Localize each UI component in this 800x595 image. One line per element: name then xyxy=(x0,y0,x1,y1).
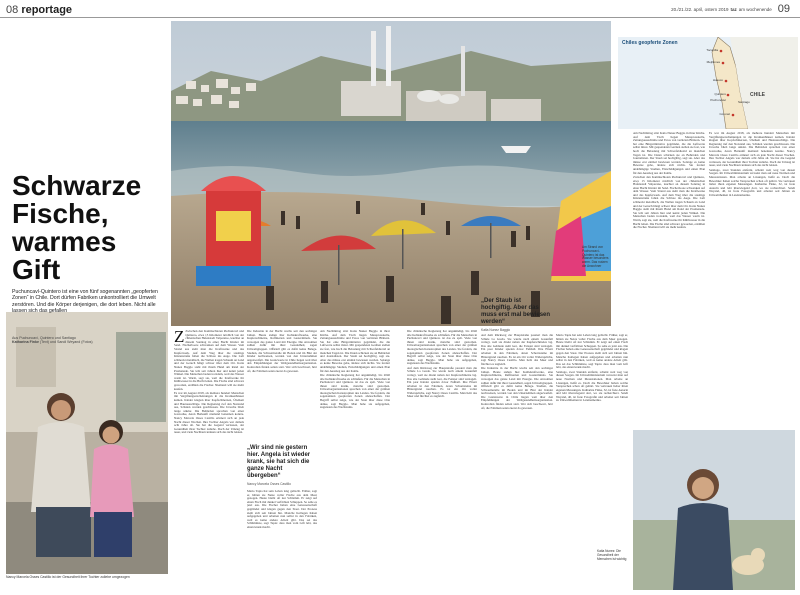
mother-daughter-illustration xyxy=(6,312,168,574)
map-place: Santiago xyxy=(738,100,750,104)
body-text: Am Nachmittag sitzt Katia Nunez Baggio in ihrer Küche. Auf dem Tisch liegen Messprotokolle, Zeitungsausschnitte und Fotos von verätzten Blättern. Sie hat eine Bürgerinitiative gegründet, die die Luftwerte selbst misst. Mit gespendeten Geräten stellen sie fest, wie hoch die Belastung mit Schwefeldioxid an manchen Tagen ist. Die Daten schicken sie an Behörden und Journalisten. Der Staub sei hochgiftig, sagt sie. Aber das müsse erst einmal bewiesen werden. Solange es keine Beweise gebe, ändere sich nichts. Sie fordert unabhängige Studien, Entschädigungen und einen Plan für den Ausstieg aus der Kohle. xyxy=(633,132,705,175)
page-header-left xyxy=(6,4,72,16)
body-text: Auf dem Rückweg zur Hauptstraße passiert man die Schule La Greda. Sie wurde nach einem Gasunfall verlegt, weil sie direkt neben der Kupferschmelze lag. Das alte Gebäude steht leer, die Fenster sind vernagelt. Ein paar Kinder spielen davor Fußball. Ihre Eltern arbeiten in den Fabriken, deren Schornsteine im Hintergrund rauchen. Es ist ein Ort voller Widersprüche, sagt Nancy Osses Castillo. Man liebt das Meer und fürchtet es zugleich. xyxy=(407,365,477,399)
body-text: Zwischen den Kaminschloten Puchuncaví und Quintero, etwa 15 Kilometer nördlich von der chilenischen Hafenstadt Valparaíso, leuchtet an diesem Sonntag in einer Bucht Kinder im Sand. Fischerboote schwanken auf dem Wasser. Vom Strand aus sieht man die Kraftwerke und das Kupferwerk. Auf dem Weg über die staubige Küstenstraße fallen die Schlote ins Auge. Die Luft schmeckt metallisch, die Wellen tragen Schaum an Land und der Geruch hängt schwer über dem Ort. Katia Nunez Baggio steht mit ihrem Hund am Rand der Promenade. Sie lebt seit Jahren hier und kennt jeden Winkel. Die Menschen baden trotzdem, weil das Wasser warm ist. Warm, sagt sie, weil die Kraftwerke ihr Kühlwasser in die Bucht leiten. Die Fische sind schwarz geworden, erzählen die Fischer. Niemand will sie mehr kaufen. xyxy=(174,330,244,391)
pull-quote-text: „Der Staub ist hochgiftig. Aber das muss erst mal bewiesen werden“ xyxy=(481,298,551,325)
header-rule xyxy=(0,17,800,18)
map-place: Mejillones xyxy=(706,60,720,64)
body-text: Mario Tapia hat sein Leben lang gefischt. Früher, sagt er, hätten sie Netze voller Fische aus dem Meer gezogen. Heute bleibt oft nur Schlamm. Er zeigt auf einen Fisch mit dunkel verfärbten Schuppen. So sehe es jetzt aus. Die Fischer haben eine Genossenschaft gegründet und klagen gegen den Staat. Der Prozess zieht sich seit Jahren hin. Manche Kollegen haben aufgegeben und arbeiten nun selbst in den Fabriken, weil es keine andere Arbeit gibt. Das sei das Schlimmste, sagt Tapia: dass man vom Gift lebt, das einen krank macht. xyxy=(247,490,317,529)
map-place: Quintero xyxy=(714,92,726,96)
lead-paragraph: Puchuncaví-Quintero ist eine von fünf sogenannten „geopferten Zonen“ in Chile. Dort dürfen Fabriken unkontrolliert die Umwelt zerstören. Und die Körper derjenigen, die dort leben. Nicht alle lassen sich das gefallen xyxy=(12,289,158,314)
byline-suffix: (Text) und Sandi Weyand (Fotos) xyxy=(39,340,93,345)
body-text: Es war im August 2018, als mehrere hundert Menschen mit Vergiftungserscheinungen in die Krankenhäuser kamen. Kinder klagten über Kopfschmerzen, Übelkeit und Hautausschläge. Die Regierung rief den Notstand aus, Schulen wurden geschlossen. Die Ursache blieb lange unklar. Die Behörden sprachen von einer Gaswolke, deren Herkunft niemand benennen konnte. Nancy Marcela Osses Castillo erinnert sich an jede Nacht dieser Wochen. Ihre Tochter Angela war damals acht Jahre alt. Sie hat die Gegend verlassen, der Gesundheit ihrer Tochter zuliebe. Doch der Umzug ist teuer, und viele Nachbarn können sich das nicht leisten. xyxy=(174,390,244,435)
text-column-5 xyxy=(481,334,553,592)
map-title: Chiles geopferte Zonen xyxy=(622,40,678,46)
section-label: reportage xyxy=(21,4,73,16)
text-column-8 xyxy=(709,132,795,424)
headline-line: warmes xyxy=(12,226,117,257)
body-text: Santiago, zwei Stunden entfernt, scheint weit weg von diesen Sorgen. Im Umweltministerium verweist man auf neue Normen und Messstationen. Man arbeite an Lösungen, heißt es. Doch die Bewohner haben solche Versprechen schon oft gehört. Sie vertrauen lieber ihren eigenen Messungen. Katharina Finke, 32, ist freie Autorin und lebt überwiegend dort, wo sie recherchiert. Sandi Weyand, 40, ist freie Fotografin und arbeitet seit Jahren zu Umweltthemen in Lateinamerika. xyxy=(709,167,795,197)
bottom-photo-caption: Nancy Marcela Osses Castillo ist der Gesundheit ihrer Tochter zuliebe umgezogen xyxy=(6,575,130,579)
map-place: Puchuncaví xyxy=(710,98,726,102)
body-text: Es war im August 2018, als mehrere hundert Menschen mit Vergiftungserscheinungen in die Krankenhäuser kamen. Kinder klagten über Kopfschmerzen, Übelkeit und Hautausschläge. Die Regierung rief den Notstand aus, Schulen wurden geschlossen. Die Ursache blieb lange unklar. Die Behörden sprachen von einer Gaswolke, deren Herkunft niemand benennen konnte. Nancy Marcela Osses Castillo erinnert sich an jede Nacht dieser Wochen. Ihre Tochter Angela war damals acht Jahre alt. Sie hat die Gegend verlassen, der Gesundheit ihrer Tochter zuliebe. Doch der Umzug ist teuer, und viele Nachbarn können sich das nicht leisten. xyxy=(709,132,795,168)
portrait-photo xyxy=(633,430,795,590)
edition-name: am wochenende xyxy=(738,6,772,12)
text-column-7 xyxy=(633,132,705,424)
text-column-2-top xyxy=(247,330,317,440)
page-number-left: 08 xyxy=(6,4,19,16)
body-text: Am Nachmittag sitzt Katia Nunez Baggio in ihrer Küche. Auf dem Tisch liegen Messprotokolle, Zeitungsausschnitte und Fotos von verätzten Blättern. Sie hat eine Bürgerinitiative gegründet, die die Luftwerte selbst misst. Mit gespendeten Geräten stellen sie fest, wie hoch die Belastung mit Schwefeldioxid an manchen Tagen ist. Die Daten schicken sie an Behörden und Journalisten. Der Staub sei hochgiftig, sagt sie. Aber das müsse erst einmal bewiesen werden. Solange es keine Beweise gebe, ändere sich nichts. Sie fordert unabhängige Studien, Entschädigungen und einen Plan für den Ausstieg aus der Kohle. xyxy=(320,330,390,373)
portrait-caption: Katia Nunez: Die Gesundheit der Menschen ist wichtig xyxy=(597,549,627,561)
pull-quote-attribution: Katia Nunez Baggio xyxy=(481,328,511,332)
map-place: Tocopilla xyxy=(706,48,718,52)
body-text: Santiago, zwei Stunden entfernt, scheint weit weg von diesen Sorgen. Im Umweltministerium verweist man auf neue Normen und Messstationen. Man arbeite an Lösungen, heißt es. Doch die Bewohner haben solche Versprechen schon oft gehört. Sie vertrauen lieber ihren eigenen Messungen. Katharina Finke, 32, ist freie Autorin und lebt überwiegend dort, wo sie recherchiert. Sandi Weyand, 40, ist freie Fotografin und arbeitet seit Jahren zu Umweltthemen in Lateinamerika. xyxy=(556,369,628,403)
text-column-3 xyxy=(320,330,390,592)
pull-quote-attribution: Nancy Marcela Osses Castillo xyxy=(247,482,291,486)
headline-line: Schwarze xyxy=(12,170,142,201)
body-text: Auf dem Rückweg zur Hauptstraße passiert man die Schule La Greda. Sie wurde nach einem Gasunfall verlegt, weil sie direkt neben der Kupferschmelze lag. Das alte Gebäude steht leer, die Fenster sind vernagelt. Ein paar Kinder spielen davor Fußball. Ihre Eltern arbeiten in den Fabriken, deren Schornsteine im Hintergrund rauchen. Es ist ein Ort voller Widersprüche, sagt Nancy Osses Castillo. Man liebt das Meer und fürchtet es zugleich. xyxy=(481,334,553,366)
pull-quote-2 xyxy=(481,298,553,332)
body-text: Die chilenische Regierung hat angekündigt, bis 2040 alle Kohlekraftwerke zu schließen. Für die Menschen in Puchuncaví und Quintero ist das zu spät. Viele von ihnen sind krank, manche sind gestorben. Umweltorganisationen sprechen von einer der größten ökologischen Katastrophen des Landes. Sie fordern, die sogenannten geopferten Zonen abzuschaffen. Der Begriff selbst zeige, wie der Staat über diese Orte denke, sagt Baggio. Man habe sie aufgegeben, zugunsten des Wachstums. xyxy=(407,330,477,366)
pull-quote-text: „Wir sind nie gestern hier. Angela ist wieder krank, sie hat sich die ganze Nacht übergeben“ xyxy=(247,445,311,479)
text-column-2-bottom xyxy=(247,490,317,592)
woman-with-dog-illustration xyxy=(633,430,795,590)
drop-cap: Z xyxy=(174,330,185,346)
date-line: 20./21./22. april, ostern 2019 xyxy=(671,6,729,12)
map-place: Huasco xyxy=(712,78,723,82)
map-chile xyxy=(618,37,798,129)
body-text: Die Industrie in der Bucht wuchs seit den sechziger Jahren. Heute stehen hier Kohlekraftwerke, eine Kupferschmelze, Raffinerien und Gasterminals. Sie versorgen das ganze Land mit Energie. Die Anwohner zahlen dafür mit ihrer Gesundheit, sagen Umweltgruppen. Offiziell gibt es dafür keine Belege. Studien, die Schwermetalle im Boden und im Blut der Kinder nachweisen, werden von den Unternehmen angezweifelt. Die Grenzwerte in Chile liegen weit über den Empfehlungen der Weltgesundheitsorganisation. Kontrollen finden selten statt. Wer sich beschwert, hört oft, die Fabriken seien zuerst da gewesen. xyxy=(247,330,317,373)
headline-line: Gift xyxy=(12,254,61,285)
pull-quote-1 xyxy=(247,445,317,486)
text-column-4 xyxy=(407,330,477,592)
hero-photo xyxy=(171,21,611,326)
hero-photo-caption: Am Strand von Puchuncaví-Quintero ist das Wasser besonders warm. Das nutzen die Anwohner xyxy=(582,245,609,268)
body-text: Zwischen den Kaminschloten Puchuncaví und Quintero, etwa 15 Kilometer nördlich von der chilenischen Hafenstadt Valparaíso, leuchtet an diesem Sonntag in einer Bucht Kinder im Sand. Fischerboote schwanken auf dem Wasser. Vom Strand aus sieht man die Kraftwerke und das Kupferwerk. Auf dem Weg über die staubige Küstenstraße fallen die Schlote ins Auge. Die Luft schmeckt metallisch, die Wellen tragen Schaum an Land und der Geruch hängt schwer über dem Ort. Katia Nunez Baggio steht mit ihrem Hund am Rand der Promenade. Sie lebt seit Jahren hier und kennt jeden Winkel. Die Menschen baden trotzdem, weil das Wasser warm ist. Warm, sagt sie, weil die Kraftwerke ihr Kühlwasser in die Bucht leiten. Die Fische sind schwarz geworden, erzählen die Fischer. Niemand will sie mehr kaufen. xyxy=(633,174,705,230)
page-header-right xyxy=(671,3,790,15)
map-place: Coronel xyxy=(719,112,730,116)
map-country-label: CHILE xyxy=(750,92,765,98)
byline xyxy=(12,336,170,345)
headline xyxy=(12,172,172,284)
byline-prefix: Aus Puchuncaví, Quintero und Santiago xyxy=(12,336,76,340)
byline-author: Katharina Finke xyxy=(12,340,39,345)
text-column-6 xyxy=(556,334,628,549)
body-text: Mario Tapia hat sein Leben lang gefischt. Früher, sagt er, hätten sie Netze voller Fische aus dem Meer gezogen. Heute bleibt oft nur Schlamm. Er zeigt auf einen Fisch mit dunkel verfärbten Schuppen. So sehe es jetzt aus. Die Fischer haben eine Genossenschaft gegründet und klagen gegen den Staat. Der Prozess zieht sich seit Jahren hin. Manche Kollegen haben aufgegeben und arbeiten nun selbst in den Fabriken, weil es keine andere Arbeit gibt. Das sei das Schlimmste, sagt Tapia: dass man vom Gift lebt, das einen krank macht. xyxy=(556,334,628,370)
headline-line: Fische, xyxy=(12,198,109,229)
text-column-1 xyxy=(174,330,244,592)
body-text: Die Industrie in der Bucht wuchs seit den sechziger Jahren. Heute stehen hier Kohlekraftwerke, eine Kupferschmelze, Raffinerien und Gasterminals. Sie versorgen das ganze Land mit Energie. Die Anwohner zahlen dafür mit ihrer Gesundheit, sagen Umweltgruppen. Offiziell gibt es dafür keine Belege. Studien, die Schwermetalle im Boden und im Blut der Kinder nachweisen, werden von den Unternehmen angezweifelt. Die Grenzwerte in Chile liegen weit über den Empfehlungen der Weltgesundheitsorganisation. Kontrollen finden selten statt. Wer sich beschwert, hört oft, die Fabriken seien zuerst da gewesen. xyxy=(481,366,553,410)
family-photo xyxy=(6,312,168,574)
beach-scene-illustration xyxy=(171,21,611,326)
paper-name: taz xyxy=(730,6,737,12)
page-number-right: 09 xyxy=(777,3,790,15)
body-text: Die chilenische Regierung hat angekündigt, bis 2040 alle Kohlekraftwerke zu schließen. Für die Menschen in Puchuncaví und Quintero ist das zu spät. Viele von ihnen sind krank, manche sind gestorben. Umweltorganisationen sprechen von einer der größten ökologischen Katastrophen des Landes. Sie fordern, die sogenannten geopferten Zonen abzuschaffen. Der Begriff selbst zeige, wie der Staat über diese Orte denke, sagt Baggio. Man habe sie aufgegeben, zugunsten des Wachstums. xyxy=(320,372,390,410)
